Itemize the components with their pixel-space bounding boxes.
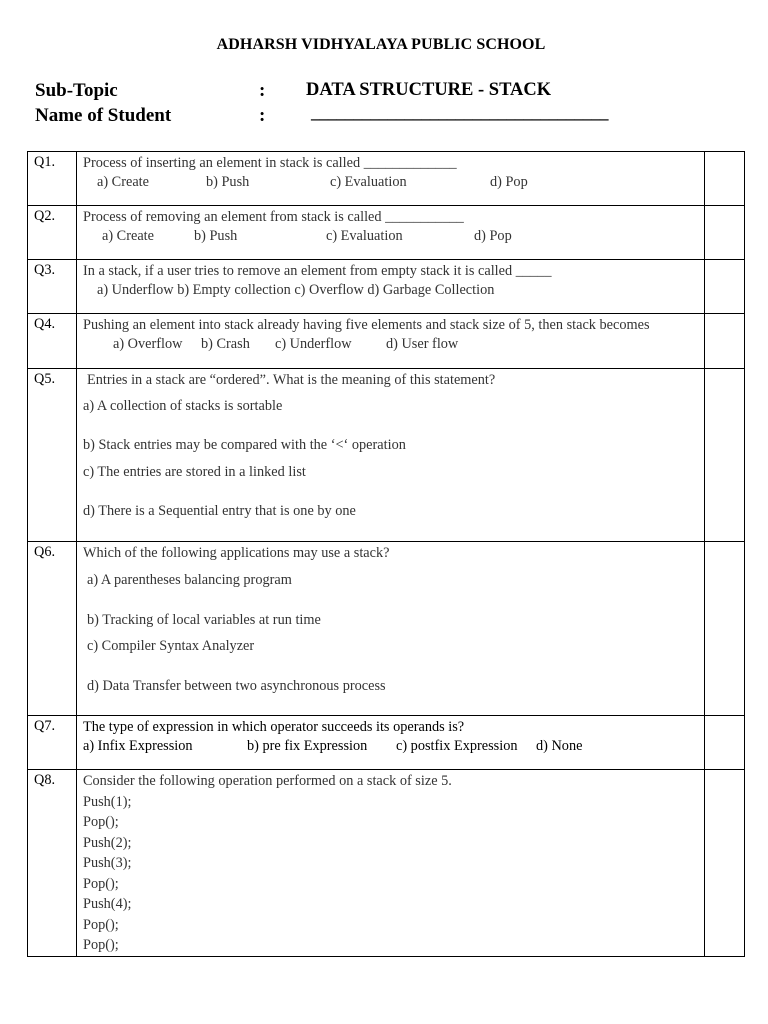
option-b: b) Push (206, 174, 250, 190)
question-row (28, 542, 745, 716)
option-d: d) Pop (474, 228, 512, 244)
option-c: c) Underflow (275, 336, 352, 352)
student-name-blank: ___________________________________ (311, 103, 609, 122)
student-name-colon: : (259, 105, 266, 126)
option-d: d) There is a Sequential entry that is one by one (83, 503, 356, 519)
option-a: a) Overflow (113, 336, 183, 352)
question-body (77, 260, 705, 314)
question-row (28, 369, 745, 542)
question-body (77, 314, 705, 369)
question-row (28, 152, 745, 206)
option-b: b) Crash (201, 336, 250, 352)
operation-line: Pop(); (83, 875, 119, 892)
question-body (77, 716, 705, 770)
question-text: Which of the following applications may use a stack? (83, 545, 390, 561)
options-row (83, 227, 704, 249)
option-c: c) Evaluation (330, 174, 407, 190)
operation-line: Pop(); (83, 937, 119, 953)
question-row (28, 206, 745, 260)
question-number: Q5. (28, 369, 77, 542)
option-c: c) Evaluation (326, 228, 403, 244)
option-a: a) Infix Expression (83, 738, 193, 754)
answer-cell[interactable] (705, 542, 745, 716)
question-text: In a stack, if a user tries to remove an element from empty stack it is called _____ (83, 263, 552, 279)
option-d: d) Pop (490, 174, 528, 190)
operation-line: Push(1); (83, 793, 132, 810)
answer-cell[interactable] (705, 314, 745, 369)
operation-line: Push(2); (83, 834, 132, 851)
question-text: Process of removing an element from stack is called ___________ (83, 209, 464, 225)
question-number: Q8. (28, 770, 77, 957)
options-row (83, 173, 704, 195)
operation-line: Pop(); (83, 814, 119, 830)
option-b: b) Stack entries may be compared with the ‘<‘ operation (83, 437, 406, 453)
question-row (28, 314, 745, 369)
options-line: a) Underflow b) Empty collection c) Overflow d) Garbage Collection (97, 282, 495, 298)
option-d: d) User flow (386, 336, 459, 352)
answer-cell[interactable] (705, 369, 745, 542)
school-name: ADHARSH VIDHYALAYA PUBLIC SCHOOL (216, 36, 546, 53)
subtopic-label: Sub-Topic (35, 80, 118, 101)
question-number: Q1. (28, 152, 77, 206)
answer-cell[interactable] (705, 206, 745, 260)
question-row (28, 770, 745, 957)
answer-cell[interactable] (705, 152, 745, 206)
question-body (77, 369, 705, 542)
option-a: a) A parentheses balancing program (87, 572, 292, 588)
options-row (83, 737, 704, 759)
question-text: Pushing an element into stack already having five elements and stack size of 5, then stack becomes (83, 317, 650, 333)
option-b: b) pre fix Expression (247, 738, 368, 754)
subtopic-colon: : (259, 80, 266, 101)
option-a: a) A collection of stacks is sortable (83, 398, 283, 414)
answer-cell[interactable] (705, 716, 745, 770)
option-c: c) The entries are stored in a linked list (83, 464, 306, 480)
option-d: d) None (536, 738, 583, 754)
question-text: Process of inserting an element in stack is called _____________ (83, 155, 457, 171)
question-number: Q6. (28, 542, 77, 716)
operation-line: Push(4); (83, 896, 132, 912)
question-row (28, 716, 745, 770)
question-text: The type of expression in which operator succeeds its operands is? (83, 719, 465, 735)
question-number: Q7. (28, 716, 77, 770)
operation-line: Push(3); (83, 855, 132, 871)
option-b: b) Tracking of local variables at run time (87, 612, 321, 628)
option-a: a) Create (97, 174, 149, 190)
answer-cell[interactable] (705, 260, 745, 314)
question-text: Consider the following operation performed on a stack of size 5. (83, 773, 452, 789)
option-b: b) Push (194, 228, 238, 244)
option-c: c) Compiler Syntax Analyzer (87, 638, 255, 654)
question-number: Q4. (28, 314, 77, 369)
question-body (77, 542, 705, 716)
options-row (83, 281, 704, 303)
option-d: d) Data Transfer between two asynchronous process (87, 678, 386, 694)
question-body (77, 206, 705, 260)
question-body (77, 152, 705, 206)
question-number: Q2. (28, 206, 77, 260)
question-text: Entries in a stack are “ordered”. What is the meaning of this statement? (87, 372, 496, 388)
operation-line: Pop(); (83, 916, 119, 933)
student-name-label: Name of Student (35, 105, 172, 126)
answer-cell[interactable] (705, 770, 745, 957)
question-body (77, 770, 705, 957)
option-c: c) postfix Expression (396, 738, 518, 754)
option-a: a) Create (102, 228, 154, 244)
questions-table (27, 151, 745, 957)
subtopic-value: DATA STRUCTURE - STACK (306, 80, 552, 100)
question-row (28, 260, 745, 314)
question-number: Q3. (28, 260, 77, 314)
options-row (83, 335, 704, 357)
